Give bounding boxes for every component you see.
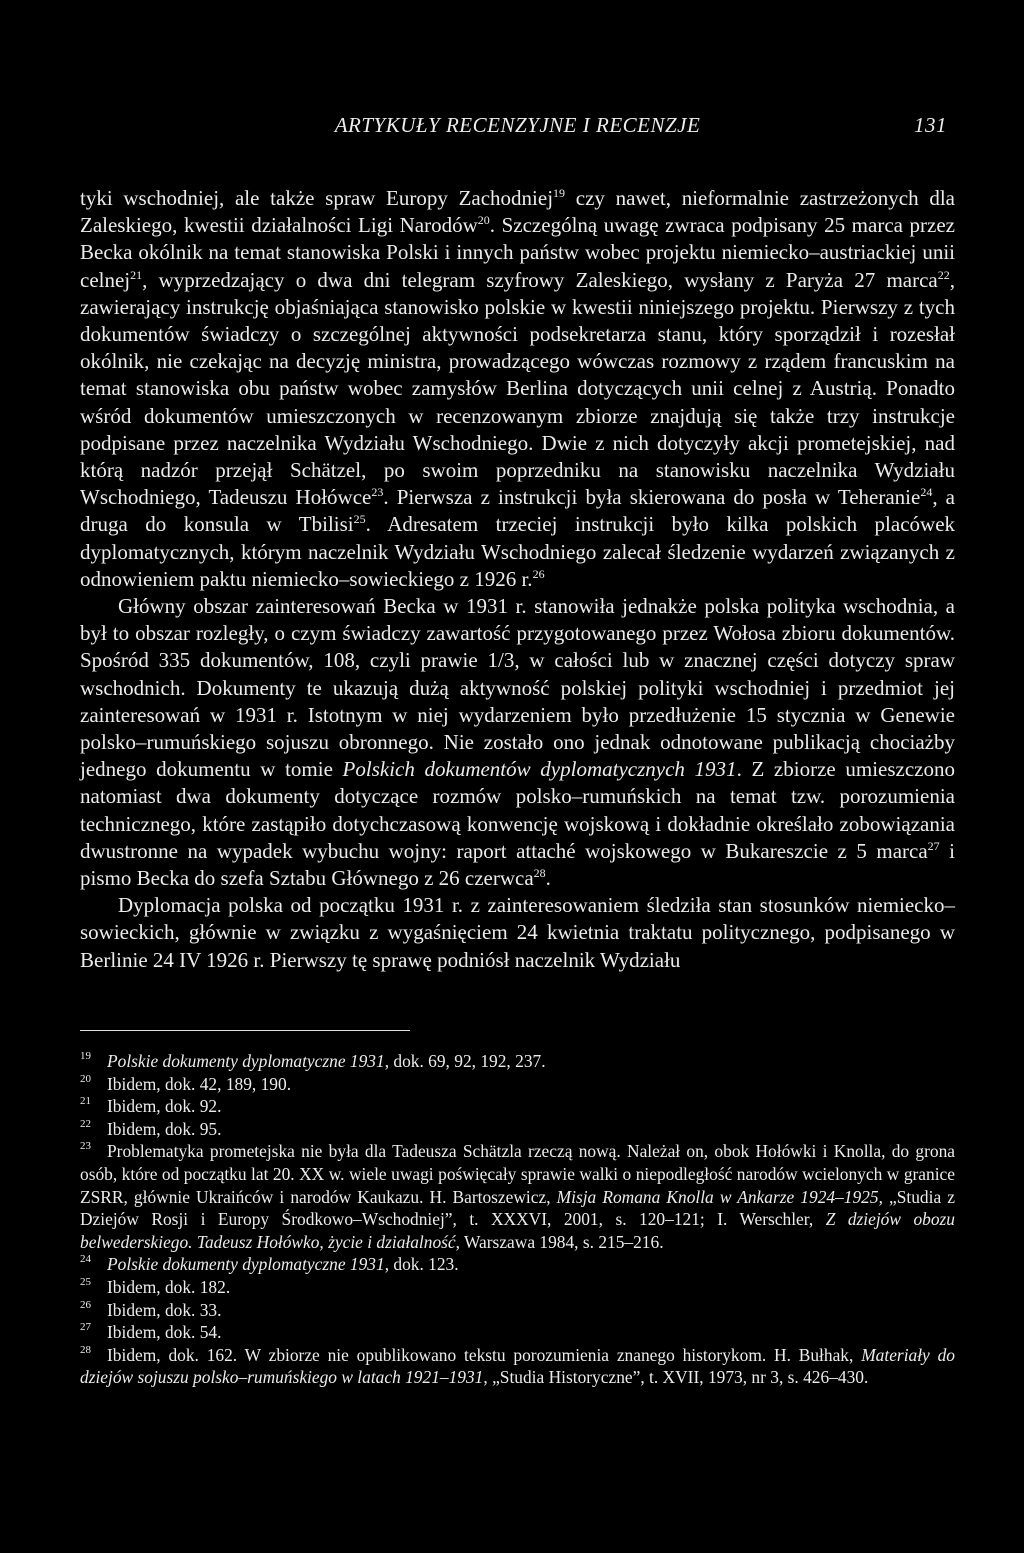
italic-text: Misja Romana Knolla w Ankarze 1924–1925 xyxy=(556,1186,879,1207)
footnote xyxy=(80,1050,955,1073)
text-run: , Warszawa 1984, s. 215–216. xyxy=(455,1231,664,1252)
footnote-separator xyxy=(80,1030,410,1031)
text-run: , dok. 69, 92, 192, 237. xyxy=(384,1051,546,1071)
text-run: Ibidem, dok. 54. xyxy=(107,1322,222,1343)
text-run: Ibidem, dok. 33. xyxy=(107,1299,222,1320)
text-run: . Szczególną uwagę zwraca podpisany 25 marca przez Becka okólnik na temat stanowiska Polski i innych państw wobec projektu niemiecko–austriackiej unii celnej xyxy=(80,213,955,292)
italic-text: Materiały do dziejów sojuszu polsko–rumuńskiego w latach 1921–1931 xyxy=(80,1344,955,1388)
footnote-reference: 22 xyxy=(937,267,950,282)
text-run: , „Studia z Dziejów Rosji i Europy Środkowo–Wschodniej”, t. XXXVI, 2001, s. 120–121; I. Werschler, xyxy=(80,1186,955,1230)
text-run: . Adresatem trzeciej instrukcji było kilka polskich placówek dyplomatycznych, którym naczelnik Wydziału Wschodniego zalecał śledzenie wydarzeń związanych z odnowieniem paktu niemiecko–sowieckiego z 1926 r. xyxy=(80,512,956,591)
text-run: Ibidem, dok. 95. xyxy=(107,1118,222,1139)
paragraph xyxy=(80,892,955,974)
paragraph xyxy=(80,593,955,892)
text-run: Główny obszar zainteresowań Becka w 1931 r. stanowiła jednakże polska polityka wschodnia, a był to obszar rozległy, o czym świadczy zawartość przygotowanego przez Wołosa zbioru dokumentów. Spośród 335 dokumentów, 108, czyli prawie 1/3, w całości lub w znacznej części dotyczy spraw wschodnich. Dokumenty te ukazują dużą aktywność polskiej polityki wschodniej i przedmiot jej zainteresowań w 1931 r. Istotnym w niej wydarzeniem było przedłużenie 15 stycznia w Genewie polsko–rumuńskiego sojuszu obronnego. Nie zostało ono jednak odnotowane publikacją chociażby jednego dokumentu w tomie xyxy=(80,594,955,782)
text-run: Problematyka prometejska nie była dla Tadeusza Schätzla rzeczą nową. Należał on, obok Hołówki i Knolla, do grona osób, które od początku lat 20. XX w. wiele uwagi poświęcały sprawie walki o niepodległość narodów wcielonych w granice ZSRR, głównie Ukraińców i narodów Kaukazu. H. Bartoszewicz, xyxy=(80,1141,955,1207)
footnote xyxy=(80,1253,955,1276)
text-run: , wyprzedzający o dwa dni telegram szyfrowy Zaleskiego, wysłany z Paryża 27 marca xyxy=(142,267,938,292)
body-text xyxy=(80,185,955,974)
footnote-reference: 27 xyxy=(927,838,940,853)
footnote-number: 21 xyxy=(80,1095,91,1108)
footnote-reference: 19 xyxy=(553,186,566,200)
text-run: , „Studia Historyczne”, t. XVII, 1973, nr 3, s. 426–430. xyxy=(483,1367,869,1388)
text-run: Ibidem, dok. 162. W zbiorze nie opublikowano tekstu porozumienia znanego historykom. H. Bułhak, xyxy=(107,1344,862,1365)
paragraph xyxy=(80,185,955,593)
page-number: 131 xyxy=(914,113,947,137)
italic-text: Polskie dokumenty dyplomatyczne 1931 xyxy=(107,1051,385,1071)
running-title: ARTYKUŁY RECENZYJNE I RECENZJE xyxy=(334,113,701,137)
footnote xyxy=(80,1118,955,1141)
footnotes xyxy=(80,1050,955,1389)
document-page xyxy=(80,0,955,1553)
text-run: , a druga do konsula w Tbilisi xyxy=(80,485,955,537)
text-run: i pismo Becka do szefa Sztabu Głównego z 26 czerwca xyxy=(80,838,955,891)
footnote-number: 20 xyxy=(80,1072,91,1085)
text-run: , zawierający instrukcję objaśniająca stanowisko polskie w kwestii niniejszego projektu. Pierwszy z tych dokumentów świadczy o szczególnej aktywności podsekretarza stanu, który sporządził i rozesłał okólnik, nie czekając na decyzję ministra, prowadzącego wówczas rozmowy z rządem francuskim na temat stanowiska obu państw wobec zamysłów Berlina dotyczących unii celnej z Austrią. Ponadto wśród dokumentów umieszczonych w recenzowanym zbiorze znajdują się także trzy instrukcje podpisane przez naczelnika Wydziału Wschodniego. Dwie z nich dotyczyły akcji prometejskiej, nad którą nadzór przejął Schätzel, po swoim poprzedniku na stanowisku naczelnika Wydziału Wschodniego, Tadeuszu Hołówce xyxy=(80,267,955,510)
text-run: Ibidem, dok. 92. xyxy=(107,1096,222,1117)
text-run: . xyxy=(545,866,551,891)
running-header xyxy=(80,113,955,143)
italic-text: Polskie dokumenty dyplomatyczne 1931 xyxy=(107,1254,385,1275)
text-run: tyki wschodniej, ale także spraw Europy Zachodniej xyxy=(80,186,554,210)
footnote-reference: 25 xyxy=(353,512,366,527)
footnote-number: 23 xyxy=(80,1140,91,1153)
text-run: . Z zbiorze umieszczono natomiast dwa dokumenty dotyczące rozmów polsko–rumuńskich na temat tzw. porozumienia technicznego, które zastąpiło dotychczasową konwencję wojskową i dokładnie określało zobowiązania dwustronne na wypadek wybuchu wojny: raport attaché wojskowego w Bukareszcie z 5 marca xyxy=(80,757,955,863)
footnote-reference: 21 xyxy=(130,267,143,282)
footnote-number: 26 xyxy=(80,1298,91,1311)
footnote xyxy=(80,1140,955,1253)
footnote xyxy=(80,1073,955,1096)
footnote-number: 24 xyxy=(80,1253,91,1266)
footnote xyxy=(80,1344,955,1389)
text-run: Dyplomacja polska od początku 1931 r. z zainteresowaniem śledziła stan stosunków niemiecko–sowieckich, głównie w związku z wygaśnięciem 24 kwietnia traktatu politycznego, podpisanego w Berlinie 24 IV 1926 r. Pierwszy tę sprawę podniósł naczelnik Wydziału xyxy=(80,893,955,972)
footnote-number: 25 xyxy=(80,1275,91,1288)
footnote-number: 27 xyxy=(80,1321,91,1334)
footnote xyxy=(80,1095,955,1118)
footnote-reference: 26 xyxy=(532,566,545,581)
footnote-reference: 24 xyxy=(920,485,933,500)
text-run: Ibidem, dok. 42, 189, 190. xyxy=(107,1073,292,1094)
text-run: , dok. 123. xyxy=(384,1254,459,1275)
italic-text: Z dziejów obozu belwederskiego. Tadeusz Hołówko, życie i działalność xyxy=(80,1209,955,1252)
footnote-reference: 20 xyxy=(477,213,490,228)
text-run: . Pierwsza z instrukcji była skierowana do posła w Teheranie xyxy=(383,485,921,510)
text-run: czy nawet, nieformalnie zastrzeżonych dla Zaleskiego, kwestii działalności Ligi Narodów xyxy=(80,186,955,238)
footnote xyxy=(80,1276,955,1299)
footnote-reference: 28 xyxy=(533,866,546,881)
footnote-number: 19 xyxy=(80,1050,91,1062)
footnote xyxy=(80,1299,955,1322)
footnote xyxy=(80,1321,955,1344)
italic-text: Polskich dokumentów dyplomatycznych 1931 xyxy=(342,757,737,782)
footnote-number: 28 xyxy=(80,1343,91,1356)
footnote-number: 22 xyxy=(80,1117,91,1130)
footnote-reference: 23 xyxy=(371,485,384,500)
text-run: Ibidem, dok. 182. xyxy=(107,1276,231,1297)
